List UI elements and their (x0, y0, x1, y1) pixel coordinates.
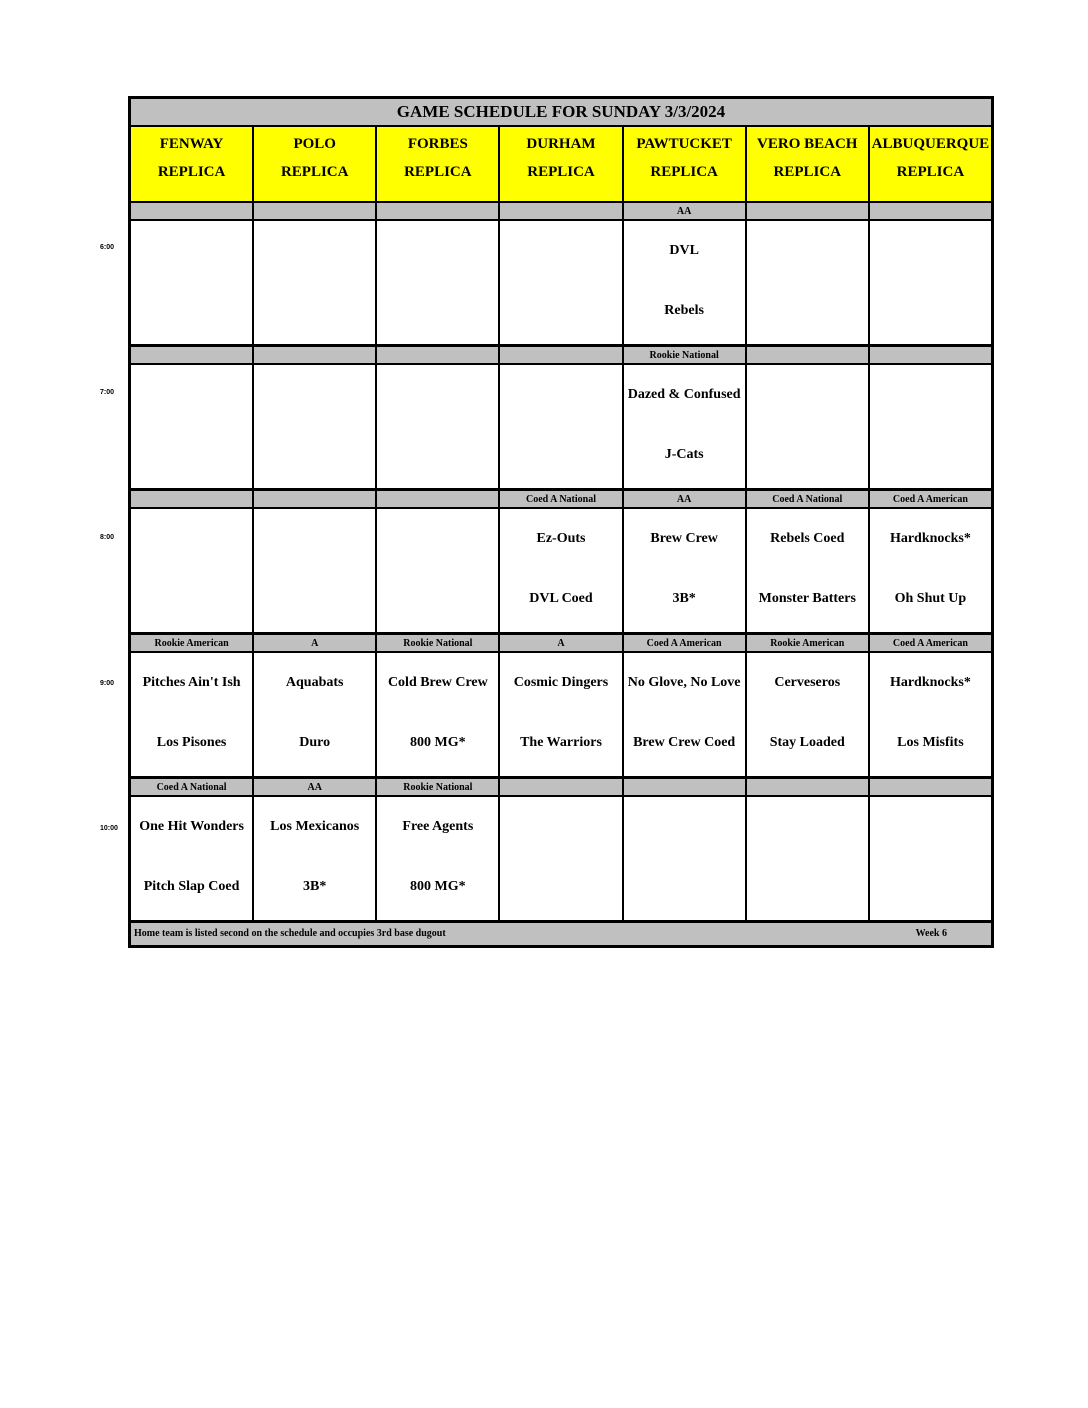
home-team: DVL Coed (529, 591, 593, 606)
game-cell (131, 509, 254, 635)
away-team (254, 513, 375, 565)
away-team (870, 369, 991, 421)
game-cell (500, 365, 623, 491)
away-team: Ez-Outs (536, 531, 586, 546)
away-team (747, 369, 868, 421)
field-header (747, 127, 870, 203)
away-team (377, 369, 498, 421)
home-team (500, 869, 621, 905)
home-team (377, 581, 498, 617)
home-team (870, 293, 991, 329)
game-cell (747, 653, 870, 779)
division-label (254, 347, 377, 365)
division-label: Coed A National (747, 491, 870, 509)
division-row (131, 635, 991, 653)
division-label: Coed A National (131, 779, 254, 797)
game-cell (131, 653, 254, 779)
game-cell (377, 509, 500, 635)
away-team: Hardknocks* (889, 675, 971, 690)
division-label (254, 491, 377, 509)
home-team (254, 293, 375, 329)
game-cell (870, 797, 991, 923)
field-name: ALBUQUERQUE (871, 136, 990, 152)
schedule-title: GAME SCHEDULE FOR SUNDAY 3/3/2024 (131, 99, 991, 127)
game-row (131, 221, 991, 347)
game-cell (624, 653, 747, 779)
division-label (254, 203, 377, 221)
division-label (747, 779, 870, 797)
field-name: FENWAY (159, 136, 224, 152)
division-label: AA (624, 203, 747, 221)
game-cell (254, 365, 377, 491)
division-row (131, 491, 991, 509)
field-header (624, 127, 747, 203)
home-team: 3B* (303, 879, 327, 894)
home-team (870, 437, 991, 473)
field-name: POLO (293, 136, 336, 152)
time-label: 8:00 (100, 534, 115, 541)
division-label (131, 347, 254, 365)
game-row (131, 365, 991, 491)
field-sub: REPLICA (157, 164, 226, 180)
home-team (747, 293, 868, 329)
field-sub: REPLICA (773, 164, 842, 180)
division-label: Coed A American (870, 635, 991, 653)
game-cell (624, 221, 747, 347)
home-team (377, 437, 498, 473)
field-name: PAWTUCKET (636, 136, 732, 152)
away-team (254, 369, 375, 421)
game-row (131, 797, 991, 923)
game-cell (747, 365, 870, 491)
away-team (500, 225, 621, 277)
division-label: Rookie American (131, 635, 254, 653)
division-label: Coed A American (624, 635, 747, 653)
division-label: Coed A National (500, 491, 623, 509)
game-cell (624, 509, 747, 635)
game-cell (624, 797, 747, 923)
game-cell (131, 797, 254, 923)
away-team (131, 369, 252, 421)
division-label (747, 203, 870, 221)
game-cell (870, 509, 991, 635)
away-team: Cerveseros (774, 675, 841, 690)
division-row (131, 203, 991, 221)
game-cell (254, 797, 377, 923)
division-label (870, 779, 991, 797)
home-team: The Warriors (520, 735, 602, 750)
game-cell (747, 797, 870, 923)
away-team (500, 369, 621, 421)
home-team-note: Home team is listed second on the schedule and occupies 3rd base dugout (134, 928, 446, 939)
away-team: DVL (669, 243, 699, 258)
away-team (870, 801, 991, 853)
home-team: Duro (299, 735, 331, 750)
away-team (377, 513, 498, 565)
away-team: Aquabats (285, 675, 344, 690)
home-team: 3B* (672, 591, 696, 606)
division-label (377, 347, 500, 365)
game-cell (870, 221, 991, 347)
division-label (131, 491, 254, 509)
game-cell (500, 221, 623, 347)
away-team (870, 225, 991, 277)
away-team (747, 801, 868, 853)
field-sub: REPLICA (527, 164, 595, 180)
home-team (747, 869, 868, 905)
time-label: 7:00 (100, 389, 115, 396)
time-label: 9:00 (100, 680, 115, 687)
division-label (377, 203, 500, 221)
home-team (747, 437, 868, 473)
field-sub: REPLICA (896, 164, 965, 180)
away-team (747, 225, 868, 277)
away-team: Pitches Ain't Ish (142, 675, 241, 690)
away-team: One Hit Wonders (139, 819, 244, 834)
home-team: 800 MG* (410, 735, 466, 750)
division-label (131, 203, 254, 221)
field-header (500, 127, 623, 203)
away-team: Dazed & Confused (627, 387, 741, 402)
home-team (500, 293, 621, 329)
game-row (131, 509, 991, 635)
away-team: Free Agents (402, 819, 474, 834)
home-team (870, 869, 991, 905)
away-team: Cold Brew Crew (387, 675, 488, 690)
home-team (131, 581, 252, 617)
division-label: AA (254, 779, 377, 797)
home-team (624, 869, 745, 905)
game-row (131, 653, 991, 779)
game-cell (500, 509, 623, 635)
away-team (131, 513, 252, 565)
home-team: 800 MG* (410, 879, 466, 894)
division-row (131, 347, 991, 365)
home-team: Brew Crew Coed (633, 735, 736, 750)
away-team: Hardknocks* (889, 531, 971, 546)
field-header (870, 127, 991, 203)
game-cell (500, 797, 623, 923)
game-cell (254, 653, 377, 779)
home-team: Pitch Slap Coed (143, 879, 240, 894)
game-cell (377, 221, 500, 347)
division-label: A (254, 635, 377, 653)
division-label: Coed A American (870, 491, 991, 509)
field-header-row (131, 127, 991, 203)
home-team (377, 293, 498, 329)
home-team: Los Pisones (156, 735, 227, 750)
away-team: Rebels Coed (770, 531, 845, 546)
division-label (747, 347, 870, 365)
division-label (870, 203, 991, 221)
away-team (377, 225, 498, 277)
field-header (131, 127, 254, 203)
game-cell (624, 365, 747, 491)
home-team: Oh Shut Up (894, 591, 967, 606)
away-team: Cosmic Dingers (513, 675, 609, 690)
time-label: 10:00 (100, 825, 118, 832)
home-team: Monster Batters (758, 591, 856, 606)
field-name: FORBES (407, 136, 468, 152)
schedule-footer (131, 923, 991, 945)
division-label: Rookie National (377, 779, 500, 797)
division-label: AA (624, 491, 747, 509)
away-team: Brew Crew (650, 531, 718, 546)
game-cell (377, 365, 500, 491)
home-team (254, 437, 375, 473)
field-name: DURHAM (526, 136, 596, 152)
division-label: Rookie National (624, 347, 747, 365)
week-label: Week 6 (915, 928, 947, 939)
home-team: Stay Loaded (769, 735, 845, 750)
field-name: VERO BEACH (757, 136, 858, 152)
home-team (254, 581, 375, 617)
division-label (624, 779, 747, 797)
home-team: Rebels (664, 303, 704, 318)
game-cell (131, 365, 254, 491)
field-header (377, 127, 500, 203)
field-sub: REPLICA (650, 164, 718, 180)
away-team: Los Mexicanos (270, 819, 360, 834)
game-cell (377, 797, 500, 923)
away-team (500, 801, 621, 853)
division-label (377, 491, 500, 509)
division-label (500, 203, 623, 221)
home-team: J-Cats (664, 447, 704, 462)
game-cell (870, 365, 991, 491)
division-label: Rookie National (377, 635, 500, 653)
home-team (500, 437, 621, 473)
division-row (131, 779, 991, 797)
game-cell (747, 221, 870, 347)
away-team (254, 225, 375, 277)
home-team: Los Misfits (897, 735, 964, 750)
division-label (870, 347, 991, 365)
schedule-table (128, 96, 994, 948)
division-label (500, 779, 623, 797)
game-cell (870, 653, 991, 779)
game-cell (500, 653, 623, 779)
game-cell (254, 221, 377, 347)
game-cell (377, 653, 500, 779)
division-label: A (500, 635, 623, 653)
game-cell (747, 509, 870, 635)
division-label: Rookie American (747, 635, 870, 653)
division-label (500, 347, 623, 365)
home-team (131, 293, 252, 329)
away-team (624, 801, 745, 853)
field-sub: REPLICA (280, 164, 349, 180)
away-team (131, 225, 252, 277)
field-sub: REPLICA (404, 164, 472, 180)
game-cell (131, 221, 254, 347)
time-label: 6:00 (100, 244, 115, 251)
field-header (254, 127, 377, 203)
game-cell (254, 509, 377, 635)
home-team (131, 437, 252, 473)
away-team: No Glove, No Love (627, 675, 741, 690)
